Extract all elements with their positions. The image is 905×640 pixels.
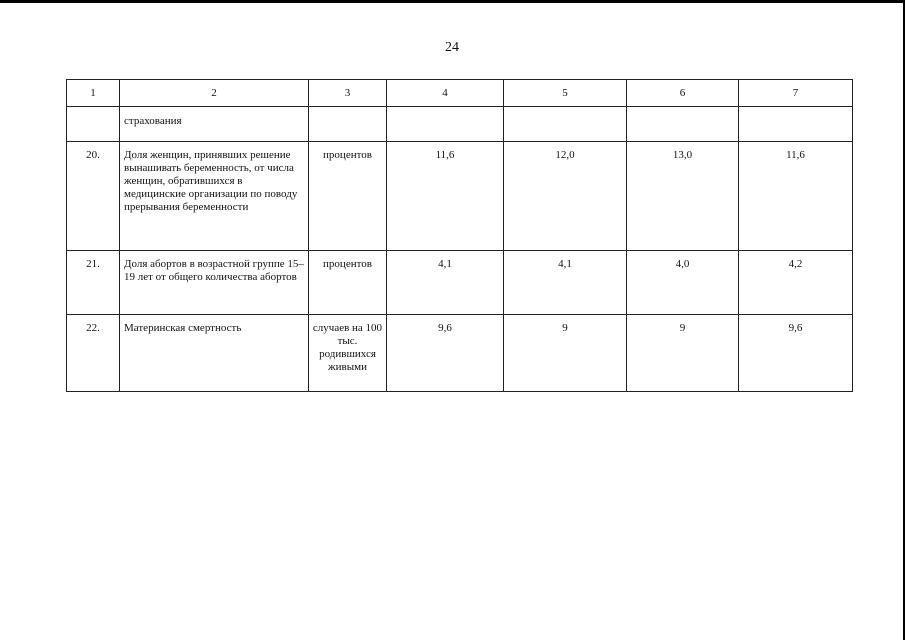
value-col-5: 4,1 xyxy=(504,251,627,315)
cell-empty xyxy=(387,107,504,142)
value-col-6: 13,0 xyxy=(627,142,739,251)
table-row xyxy=(67,315,853,392)
table-header-row xyxy=(67,80,853,107)
unit-of-measure: случаев на 100 тыс. родившихся живыми xyxy=(309,315,387,392)
table-row xyxy=(67,142,853,251)
cell-empty xyxy=(504,107,627,142)
value-col-4: 11,6 xyxy=(387,142,504,251)
value-col-6: 4,0 xyxy=(627,251,739,315)
unit-of-measure: процентов xyxy=(309,251,387,315)
cell-empty xyxy=(627,107,739,142)
cell-empty xyxy=(67,107,120,142)
row-number: 21. xyxy=(67,251,120,315)
table-row-continuation xyxy=(67,107,853,142)
value-col-7: 4,2 xyxy=(739,251,853,315)
continuation-text: страхования xyxy=(120,107,309,142)
row-number: 22. xyxy=(67,315,120,392)
column-header-7: 7 xyxy=(739,80,853,107)
value-col-4: 4,1 xyxy=(387,251,504,315)
indicator-name: Материнская смертность xyxy=(120,315,309,392)
scan-border-top xyxy=(0,0,905,3)
cell-empty xyxy=(739,107,853,142)
unit-of-measure: процентов xyxy=(309,142,387,251)
column-header-5: 5 xyxy=(504,80,627,107)
value-col-4: 9,6 xyxy=(387,315,504,392)
column-header-4: 4 xyxy=(387,80,504,107)
page-number: 24 xyxy=(445,40,459,55)
column-header-2: 2 xyxy=(120,80,309,107)
row-number: 20. xyxy=(67,142,120,251)
value-col-5: 9 xyxy=(504,315,627,392)
column-header-6: 6 xyxy=(627,80,739,107)
value-col-6: 9 xyxy=(627,315,739,392)
value-col-7: 11,6 xyxy=(739,142,853,251)
indicators-table xyxy=(66,79,853,392)
indicator-name: Доля абортов в возрастной группе 15–19 лет от общего количества абортов xyxy=(120,251,309,315)
column-header-1: 1 xyxy=(67,80,120,107)
value-col-7: 9,6 xyxy=(739,315,853,392)
indicator-name: Доля женщин, принявших решение вынашивать беременность, от числа женщин, обратившихся в медицинские организации по поводу прерывания беременности xyxy=(120,142,309,251)
value-col-5: 12,0 xyxy=(504,142,627,251)
table-row xyxy=(67,251,853,315)
cell-empty xyxy=(309,107,387,142)
column-header-3: 3 xyxy=(309,80,387,107)
